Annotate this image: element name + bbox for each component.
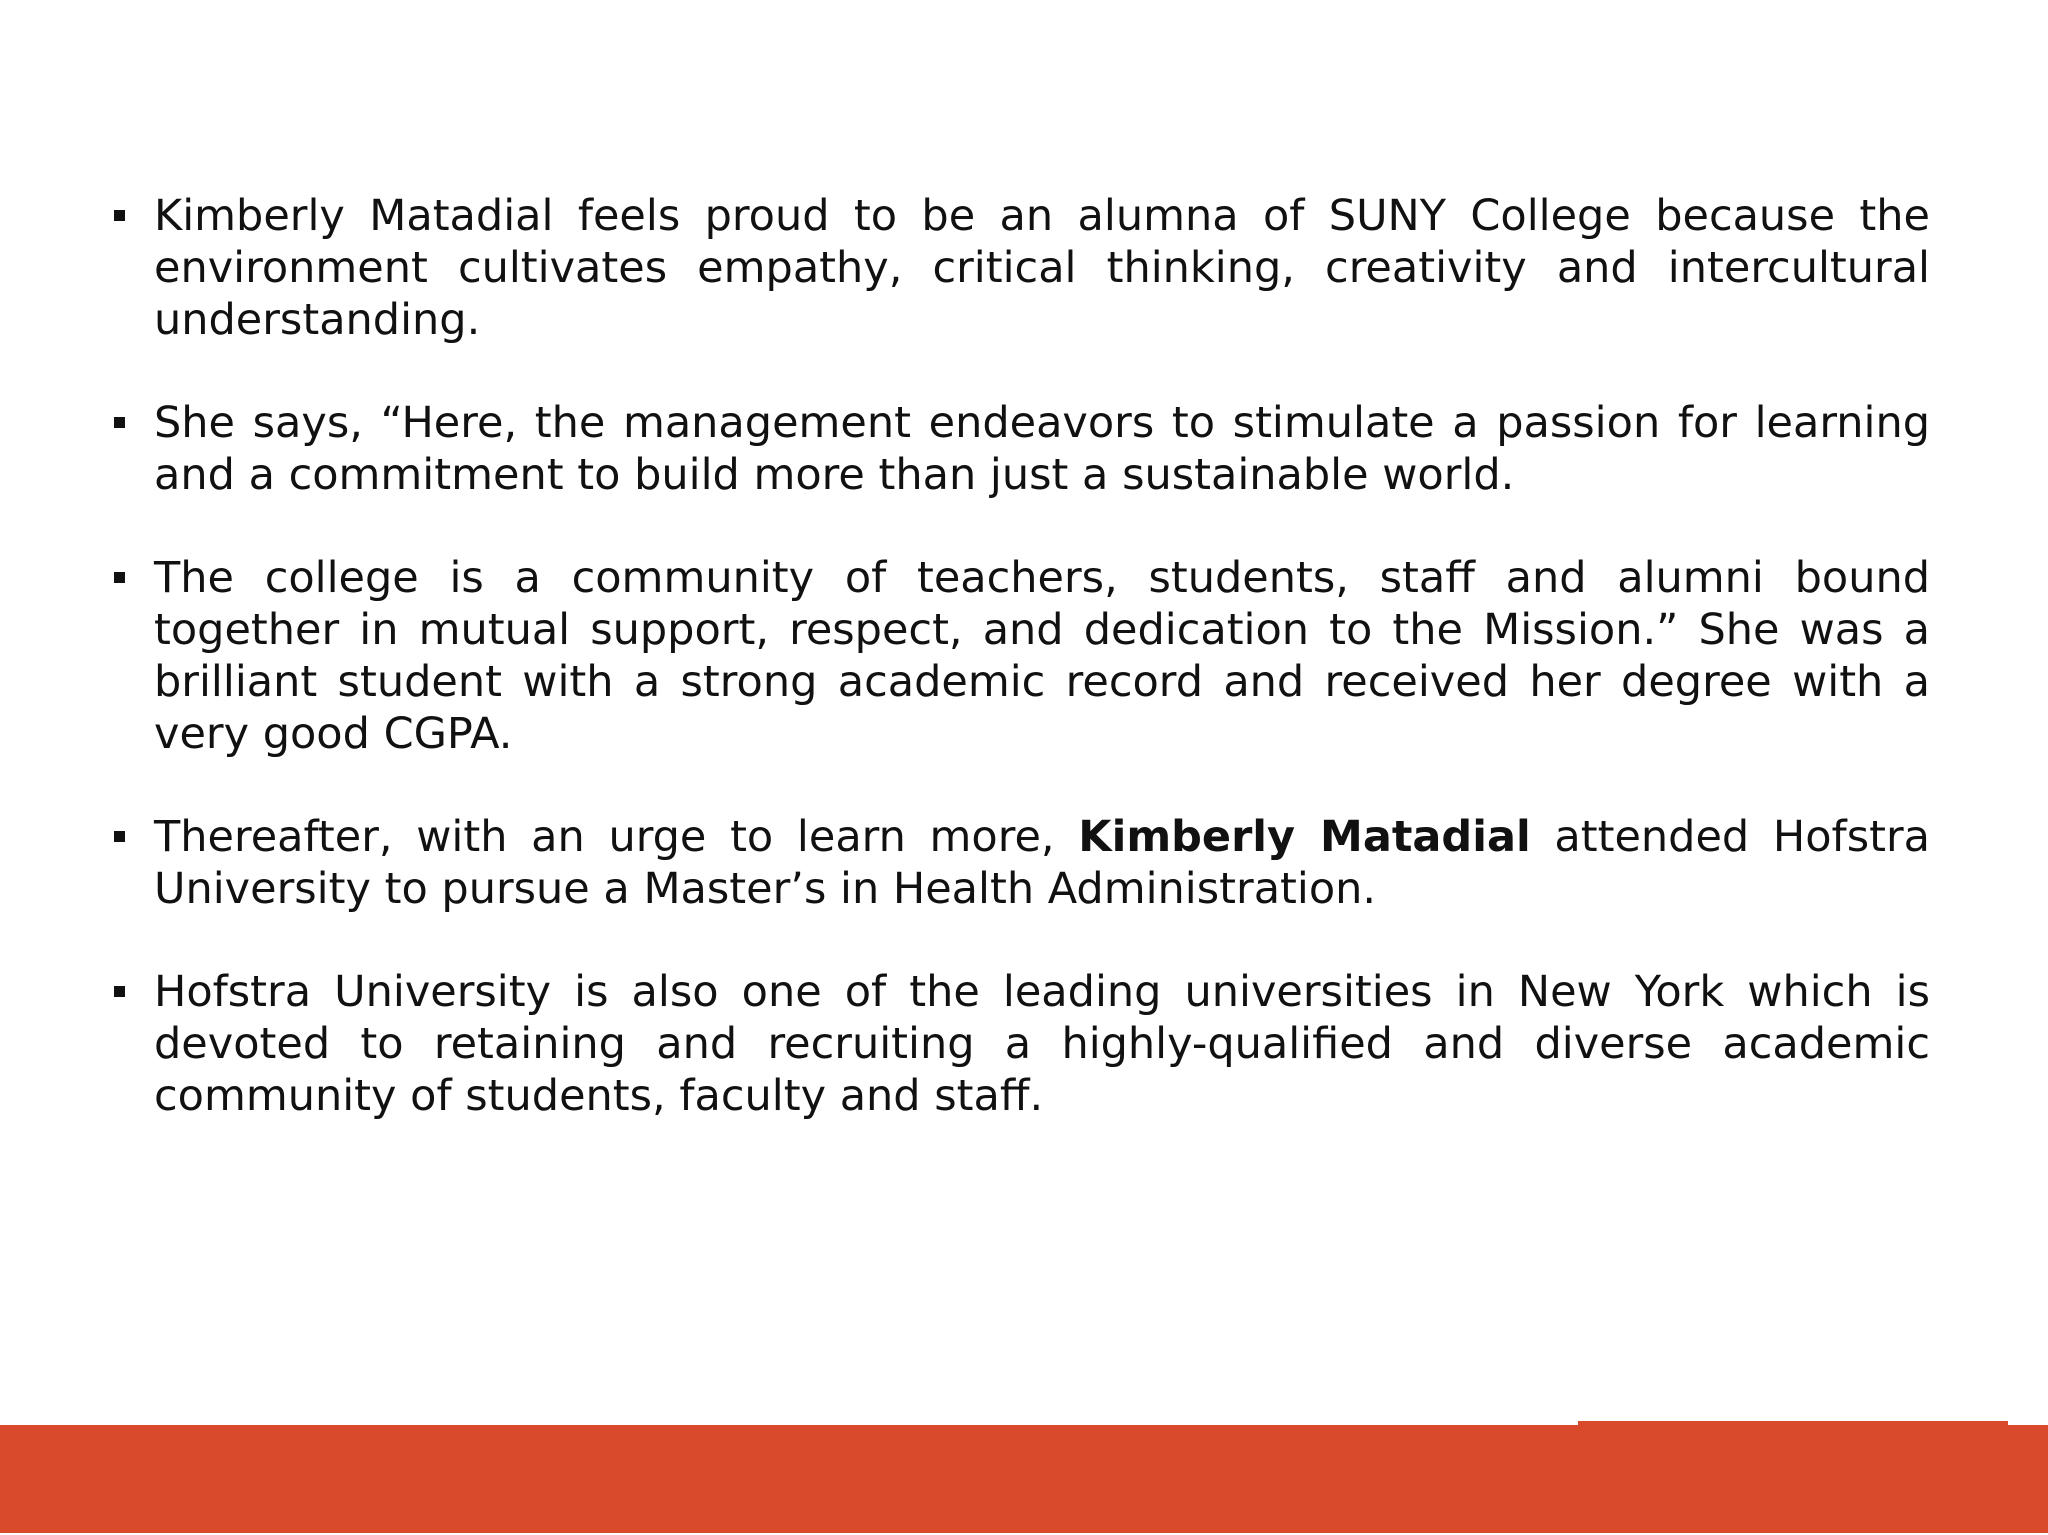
bullet-text-after: attended Hofstra University to pursue a Master’s in Health Administration. [154,812,1930,914]
footer-bar [0,1425,2048,1533]
bullet-item-1 [110,190,1930,346]
square-bullet-icon [114,831,125,842]
bullet-text: She says, “Here, the management endeavors to stimulate a passion for learning and a commitment to build more than just a sustainable world. [154,398,1930,500]
bullet-list [110,190,1930,1173]
square-bullet-icon [114,986,125,997]
square-bullet-icon [114,210,125,221]
bold-name: Kimberly Matadial [1078,812,1531,862]
bullet-text: Kimberly Matadial feels proud to be an alumna of SUNY College because the environment cultivates empathy, critical thinking, creativity and intercultural understanding. [154,191,1930,345]
bullet-item-2 [110,397,1930,501]
square-bullet-icon [114,572,125,583]
square-bullet-icon [114,417,125,428]
bullet-item-5 [110,966,1930,1122]
bullet-text: The college is a community of teachers, students, staff and alumni bound together in mutual support, respect, and dedication to the Mission.” She was a brilliant student with a strong academic record and received her degree with a very good CGPA. [154,553,1930,759]
bullet-text: Hofstra University is also one of the leading universities in New York which is devoted to retaining and recruiting a highly-qualified and diverse academic community of students, faculty and staff. [154,967,1930,1121]
bullet-text-before: Thereafter, with an urge to learn more, [154,812,1079,862]
bullet-item-4 [110,811,1930,915]
bullet-item-3 [110,552,1930,760]
